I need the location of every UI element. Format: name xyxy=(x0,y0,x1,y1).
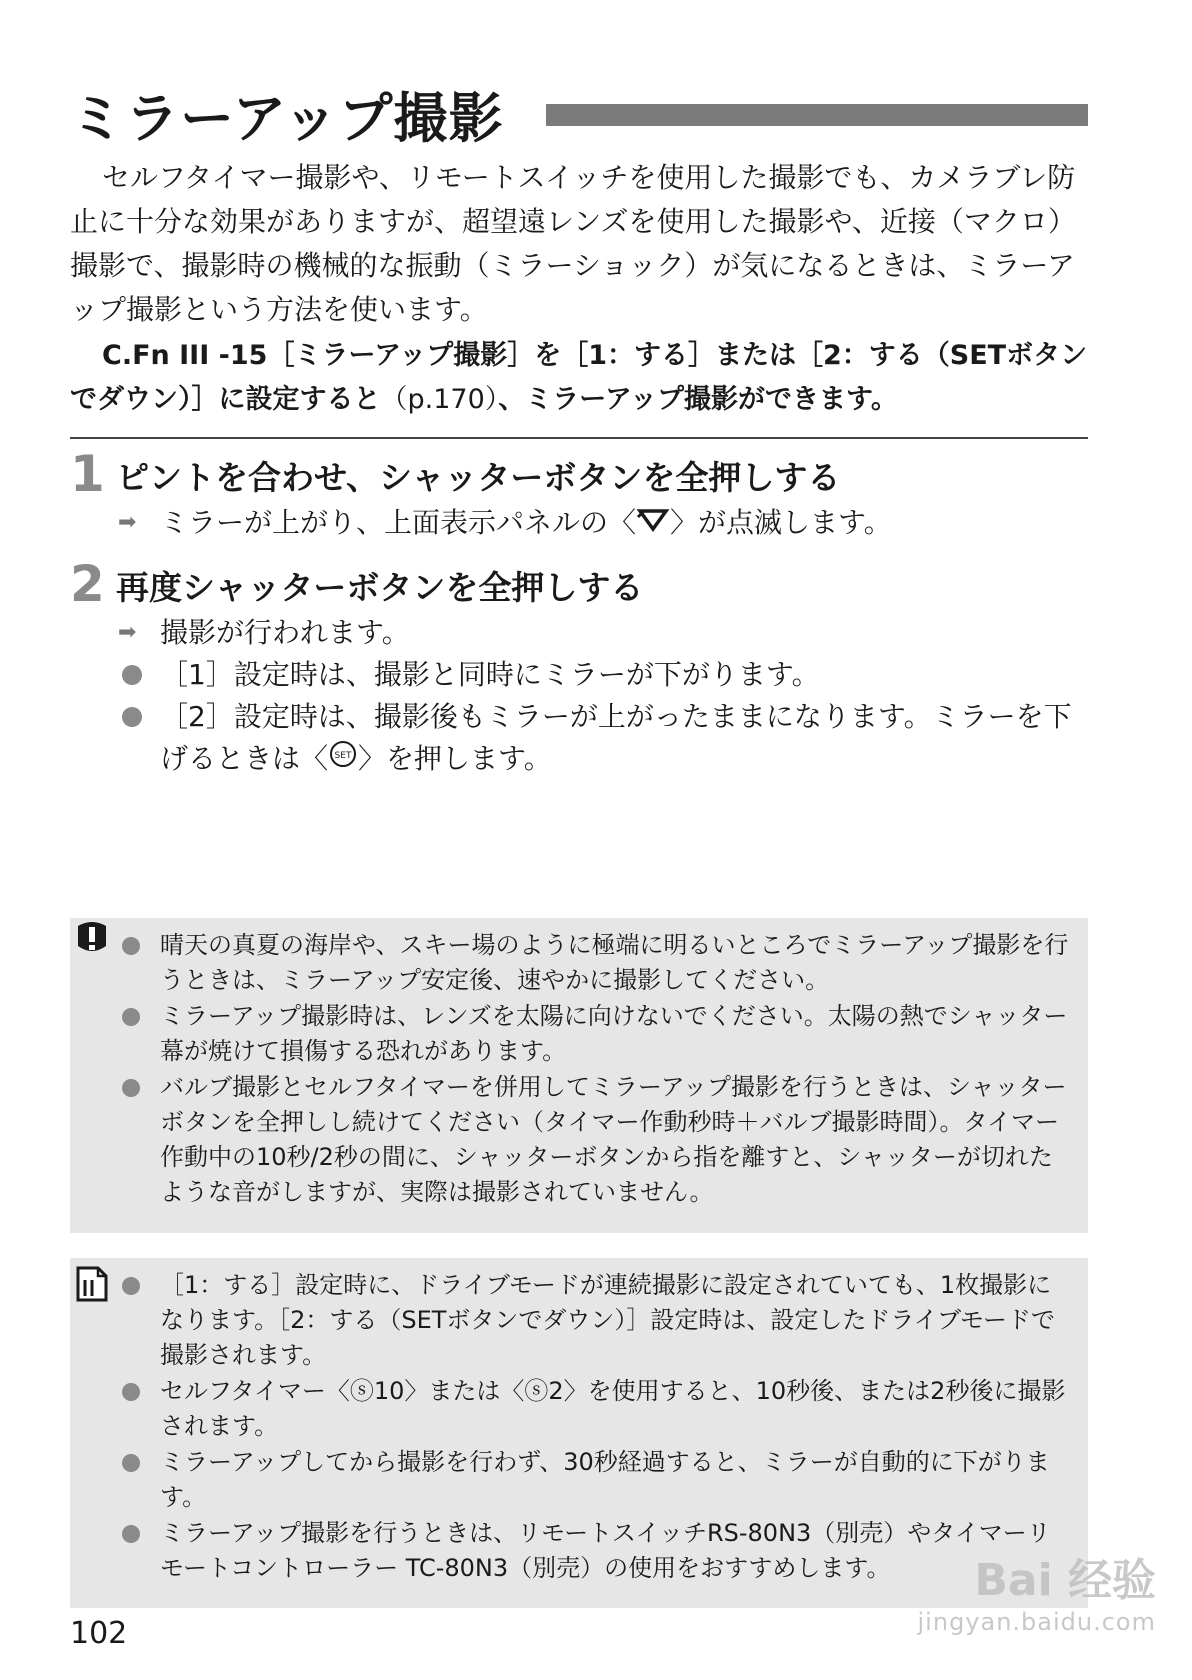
setting-text-2: 、ミラーアップ撮影ができます。 xyxy=(498,384,898,415)
bullet-icon xyxy=(118,1070,154,1112)
title-row xyxy=(70,84,1088,154)
intro-section xyxy=(70,156,1088,422)
bullet-icon xyxy=(118,1516,154,1558)
step-note: ［2］設定時は、撮影後もミラーが上がったままになります。ミラーを下げるときは〈 SET 〉を押します。 xyxy=(118,696,1088,781)
page-number: 102 xyxy=(70,1616,128,1651)
step-number: 1 xyxy=(70,445,105,503)
page-title: ミラーアップ撮影 xyxy=(70,87,504,150)
watermark-logo-text: Bai 经验 xyxy=(974,1555,1156,1606)
svg-text:SET: SET xyxy=(334,751,352,761)
bullet-icon xyxy=(118,696,154,738)
step-1 xyxy=(70,446,1088,556)
caution-item: バルブ撮影とセルフタイマーを併用してミラーアップ撮影を行うときは、シャッターボタンを全押しし続けてください（タイマー作動秒時＋バルブ撮影時間）。タイマー作動中の10秒/2秒の間に、シャッターボタンから指を離すと、シャッターが切れたような音がしますが、実際は撮影されていません。 xyxy=(118,1070,1070,1210)
bullet-icon xyxy=(118,1374,154,1416)
caution-list xyxy=(118,928,1070,1211)
step-2 xyxy=(70,555,1088,775)
step-result: ➡ ミラーが上がり、上面表示パネルの〈 〉が点滅します。 xyxy=(118,502,1088,545)
mirror-up-icon xyxy=(636,503,670,545)
step-title: 再度シャッターボタンを全押しする xyxy=(116,568,644,607)
step-items xyxy=(118,612,1088,781)
watermark-url: jingyan.baidu.com xyxy=(917,1608,1156,1636)
note-item: ［1：する］設定時に、ドライブモードが連続撮影に設定されていても、1枚撮影になります。［2：する（SETボタンでダウン）］設定時は、設定したドライブモードで撮影されます。 xyxy=(118,1268,1070,1373)
step-result: ➡ 撮影が行われます。 xyxy=(118,612,1088,654)
intro-paragraph: セルフタイマー撮影や、リモートスイッチを使用した撮影でも、カメラブレ防止に十分な効果がありますが、超望遠レンズを使用した撮影や、近接（マクロ）撮影で、撮影時の機械的な振動（ミラーショック）が気になるときは、ミラーアップ撮影という方法を使います。 xyxy=(70,161,1076,326)
bullet-icon xyxy=(118,999,154,1041)
step-number: 2 xyxy=(70,555,105,613)
bullet-icon xyxy=(118,1268,154,1310)
caution-item: 晴天の真夏の海岸や、スキー場のように極端に明るいところでミラーアップ撮影を行うときは、ミラーアップ安定後、速やかに撮影してください。 xyxy=(118,928,1070,998)
setting-paragraph xyxy=(70,334,1088,422)
step-title: ピントを合わせ、シャッターボタンを全押しする xyxy=(116,458,841,497)
arrow-right-icon: ➡ xyxy=(118,510,137,535)
caution-item: ミラーアップ撮影時は、レンズを太陽に向けないでください。太陽の熱でシャッター幕が焼けて損傷する恐れがあります。 xyxy=(118,999,1070,1069)
notes-list xyxy=(118,1268,1070,1587)
setting-page-ref: （p.170） xyxy=(380,384,499,415)
step-note: ［1］設定時は、撮影と同時にミラーが下がります。 xyxy=(118,654,1088,696)
set-button-icon xyxy=(328,739,358,781)
arrow-right-icon: ➡ xyxy=(118,620,137,645)
note-item: ミラーアップしてから撮影を行わず、30秒経過すると、ミラーが自動的に下がります。 xyxy=(118,1445,1070,1515)
bullet-icon xyxy=(118,1445,154,1487)
caution-icon xyxy=(72,920,112,964)
section-divider xyxy=(70,437,1088,439)
bullet-icon xyxy=(118,654,154,696)
memo-icon xyxy=(74,1264,110,1308)
watermark xyxy=(918,1555,1156,1637)
setting-text-1: C.Fn III -15［ミラーアップ撮影］を［1：する］または［2：する（SETボタンでダウン）］に設定すると xyxy=(70,340,1088,415)
note-item: ミラーアップ撮影を行うときは、リモートスイッチRS-80N3（別売）やタイマーリモートコントローラー TC-80N3（別売）の使用をおすすめします。 xyxy=(118,1516,1070,1586)
bullet-icon xyxy=(118,928,154,970)
step-items xyxy=(118,502,1088,545)
title-decoration-bar xyxy=(546,104,1088,126)
note-item: セルフタイマー〈ⓢ10〉または〈ⓢ2〉を使用すると、10秒後、または2秒後に撮影されます。 xyxy=(118,1374,1070,1444)
caution-box xyxy=(70,918,1088,1233)
